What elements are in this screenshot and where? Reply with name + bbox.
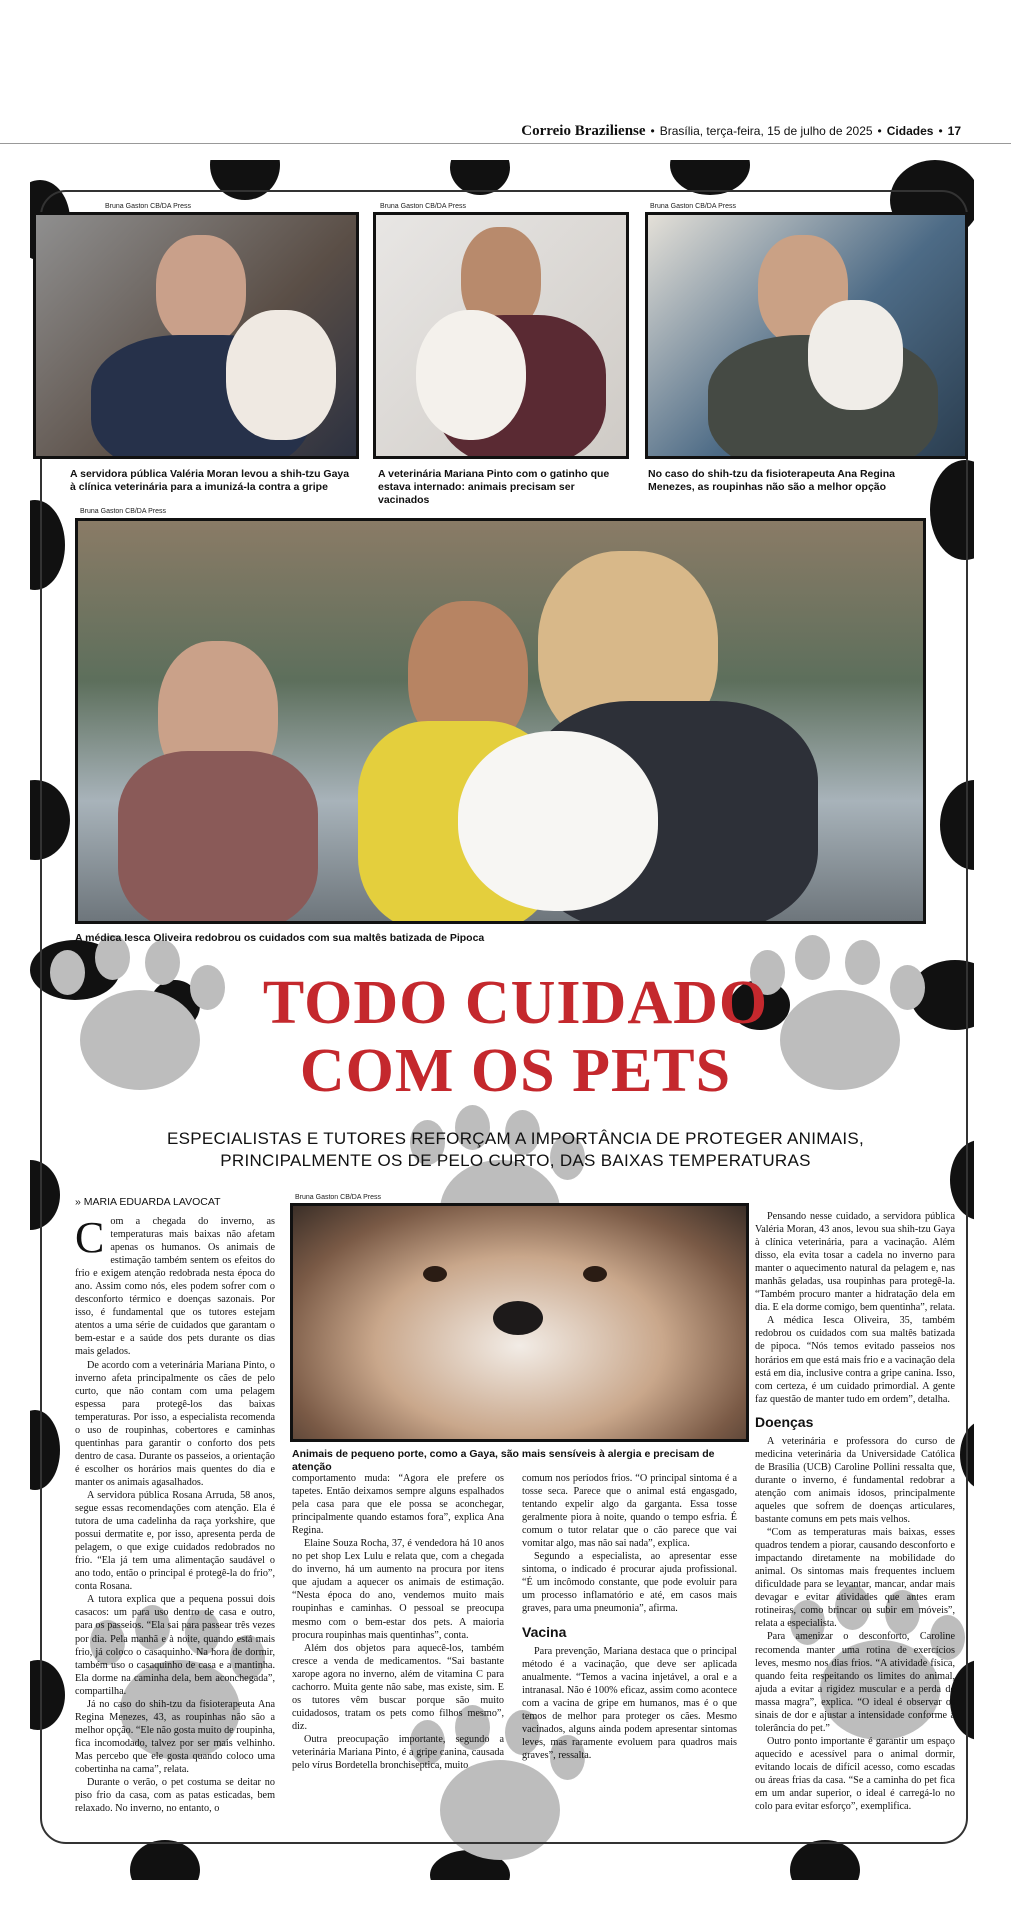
- photo-gaya-closeup: [290, 1203, 749, 1442]
- article-paragraph: Além dos objetos para aquecê-los, também cresce a venda de medicamentos. “Sai bastante xarope agora no inverno, além de vitamina C para cachorro. Muita gente não sabe, mas existe, sim. E os tutores vêm buscar porque são muito cuidadosos, tratam os pets como filhos mesmo”, diz.: [292, 1642, 504, 1732]
- article-paragraph: Pensando nesse cuidado, a servidora pública Valéria Moran, 43 anos, levou sua shih-tzu Gaya à clínica veterinária, para a vacinação. Além disso, ela evita tosar a cadela no inverno para manter o aquecimento natural da pelagem e, nas manhãs geladas, usa roupinhas para protegê-la. “Também procuro manter a hidratação dela em dia. E ela dorme comigo, bem quentinha”, relata.: [755, 1211, 955, 1314]
- article-column-2: [292, 1472, 504, 1772]
- article-column-1: [75, 1215, 275, 1815]
- byline: » MARIA EDUARDA LAVOCAT: [75, 1196, 221, 1208]
- article-paragraph: A servidora pública Rosana Arruda, 58 anos, segue essas recomendações com atenção. Ela é tutora de uma cadelinha da raça yorkshire, que possui dermatite e, por isso, apresenta perda de pelagem, o que exige cuidados redobrados no frio. “Ela já tem uma alimentação saudável o ano todo, então o principal é protegê-la do frio”, conta Rosana.: [75, 1489, 275, 1593]
- article-column-4: [755, 1210, 955, 1813]
- article-paragraph: Outra preocupação importante, segundo a veterinária Mariana Pinto, é a gripe canina, causada pelo vírus Bordetella bronchiseptica, muito: [292, 1733, 504, 1772]
- photo-caption: No caso do shih-tzu da fisioterapeuta Ana Regina Menezes, as roupinhas não são a melhor opção: [648, 468, 895, 493]
- photo-credit: Bruna Gaston CB/DA Press: [80, 508, 166, 515]
- header-rule: [0, 143, 1011, 144]
- article-paragraph: A tutora explica que a pequena possui dois casacos: um para uso dentro de casa e outro, para os passeios. “Ela sai para passear três vezes por dia. Pela manhã e à noite, quando está mais frio, já coloco o casaquinho. Na hora de dormir, também uso o casaquinho de casa e a mantinha. Ela dorme na caminha dela, bem aconchegada”, compartilha.: [75, 1594, 275, 1697]
- photo-credit: Bruna Gaston CB/DA Press: [380, 203, 466, 210]
- photo-caption: Animais de pequeno porte, como a Gaya, são mais sensíveis à alergia e precisam de atenção: [292, 1448, 715, 1473]
- photo-credit: Bruna Gaston CB/DA Press: [105, 203, 191, 210]
- subheadline-line-2: PRINCIPALMENTE OS DE PELO CURTO, DAS BAIXAS TEMPERATURAS: [220, 1151, 811, 1170]
- article-paragraph: comum nos períodos frios. “O principal sintoma é a tosse seca. Parece que o animal está engasgado, tentando expelir algo da garganta. Essa tosse geralmente piora à noite, quando o tempo esfria. É comum o tutor relatar que o cão parece que vai vomitar algo, mas não sai nada”, explica.: [522, 1473, 737, 1550]
- photo-mariana-cat: [373, 212, 629, 459]
- article-paragraph: Com a chegada do inverno, as temperaturas mais baixas não afetam apenas os humanos. Os animais de estimação também sentem os efeitos do frio e exigem atenção redobrada nesta época do ano. Assim como nós, eles podem sofrer com o desconforto térmico e doenças sazonais. Por isso, é fundamental que os tutores estejam atentos a uma série de cuidados que garantam o bem-estar e a saúde dos pets durante os dias mais gelados.: [75, 1213, 275, 1358]
- headline-line-2: COM OS PETS: [299, 1037, 732, 1105]
- photo-valeria-gaya: [33, 212, 359, 459]
- article-paragraph: Outro ponto importante é garantir um espaço aquecido e acessível para o animal dormir, evitando locais de difícil acesso, como escadas ou áreas frias da casa. “Se a caminha do pet fica em um andar superior, o ideal é carregá-lo no colo para evitar esforço”, exemplifica.: [755, 1735, 955, 1813]
- article-paragraph: “Com as temperaturas mais baixas, esses quadros tendem a piorar, causando desconforto e impactando diretamente na mobilidade do animal. Os sintomas mais frequentes incluem dificuldade para se levantar, mancar, andar mais devagar e evitar atividades que antes eram rotineiras, como brincar ou subir em móveis”, relata a especialista.: [755, 1527, 955, 1630]
- subhead-vacina: Vacina: [522, 1623, 567, 1640]
- header-location-date: Brasília, terça-feira, 15 de julho de 2025: [659, 124, 873, 138]
- photo-ana-regina-shihtzu: [645, 212, 968, 459]
- subhead-doencas: Doenças: [755, 1413, 814, 1430]
- article-paragraph: A médica Iesca Oliveira, 35, também redobrou os cuidados com sua maltês batizada de pipoca. “Nós temos evitado passeios nos horários em que está mais frio e a vacinação dela está em dia, inclusive contra a gripe canina. Isso, com certeza, é um cuidado primordial. A gente faz questão de manter tudo em ordem”, detalha.: [755, 1315, 955, 1405]
- article-paragraph: Para prevenção, Mariana destaca que o principal método é a vacinação, que deve ser aplicada anualmente. “Temos a vacina injetável, a oral e a intranasal. Não é 100% eficaz, assim como acontece com a vacina de gripe em humanos, mas é o que temos de melhor para proteger os cães. Mesmo vacinados, alguns ainda podem apresentar sintomas leves, mas raramente evoluem para quadros mais graves”, ressalta.: [522, 1645, 737, 1761]
- article-paragraph: Elaine Souza Rocha, 37, é vendedora há 10 anos no pet shop Lex Lulu e relata que, com a chegada do inverno, há um aumento na procura por itens que ajudam a aquecer os animais de estimação. “Nesta época do ano, vendemos muito mais roupinhas e caminhas. O pessoal se preocupa mesmo com o bem-estar dos pets. A maioria procura roupinhas mais quentinhas”, conta.: [292, 1538, 504, 1641]
- article-paragraph: Durante o verão, o pet costuma se deitar no piso frio da casa, com as patas esticadas, bem relaxado. No inverno, no entanto, o: [75, 1777, 275, 1815]
- article-column-3: [522, 1472, 737, 1762]
- article-paragraph: A veterinária e professora do curso de medicina veterinária da Universidade Católica de Brasília (UCB) Caroline Pollini ressalta que, durante o inverno, é fundamental redobrar a atenção com animais idosos, principalmente aqueles que sofrem de doenças articulares, bastante comuns em pets mais velhos.: [755, 1435, 955, 1526]
- article-paragraph: Já no caso do shih-tzu da fisioterapeuta Ana Regina Menezes, 43, as roupinhas não são a melhor opção. “Ele não gosta muito de roupinha, fica incomodado, talvez por ser mais velhinho. Mas percebo que ele gosta quando coloco uma cobertinha na cama”, relata.: [75, 1698, 276, 1775]
- photo-credit: Bruna Gaston CB/DA Press: [295, 1194, 381, 1201]
- page-header: [74, 120, 961, 142]
- article-paragraph: De acordo com a veterinária Mariana Pinto, o inverno afeta principalmente os cães de pelo curto, que não contam com uma pelagem espessa para protegê-los das baixas temperaturas. Por isso, a especialista recomenda o uso de roupinhas, cobertores e caminhas quentinhas para garantir o conforto dos pets dentro de casa. Durante os passeios, a orientação é escolher os horários mais quentes do dia e manter os animais agasalhados.: [75, 1359, 275, 1488]
- headline-line-1: TODO CUIDADO: [262, 969, 769, 1037]
- article-paragraph: comportamento muda: “Agora ele prefere os tapetes. Então deixamos sempre alguns espalhados pela casa para que ele possa se aconchegar, principalmente quando estamos fora”, explica Ana Regina.: [292, 1473, 504, 1537]
- photo-caption: A veterinária Mariana Pinto com o gatinho que estava internado: animais precisam ser vacinados: [378, 468, 610, 506]
- newspaper-name: Correio Braziliense: [521, 122, 646, 139]
- header-bullet: •: [938, 124, 943, 138]
- article-paragraph: Para amenizar o desconforto, Caroline recomenda manter uma rotina de exercícios leves, mesmo nos dias frios. “A atividade física, quando feita respeitando os limites do animal, ajuda a evitar a rigidez muscular e a perda de massa magra”, explica. “O ideal é observar os sinais de dor e ajustar a intensidade conforme a tolerância do pet.”: [755, 1631, 955, 1734]
- article-paragraph: Segundo a especialista, ao apresentar esse sintoma, o indicado é procurar ajuda profissional. “É um incômodo constante, que pode evoluir para um processo inflamatório e até, em casos mais graves, para uma pneumonia”, afirma.: [522, 1551, 737, 1615]
- photo-caption: A servidora pública Valéria Moran levou a shih-tzu Gaya à clínica veterinária para a imunizá-la contra a gripe: [70, 468, 350, 493]
- header-section: Cidades: [886, 124, 934, 138]
- page-number: 17: [947, 124, 961, 138]
- header-bullet: •: [877, 124, 882, 138]
- photo-iesca-pipoca: [75, 518, 926, 924]
- photo-credit: Bruna Gaston CB/DA Press: [650, 203, 736, 210]
- header-bullet: •: [650, 124, 655, 138]
- subheadline-line-1: ESPECIALISTAS E TUTORES REFORÇAM A IMPORTÂNCIA DE PROTEGER ANIMAIS,: [166, 1129, 865, 1148]
- photo-caption: A médica Iesca Oliveira redobrou os cuidados com sua maltês batizada de Pipoca: [75, 932, 485, 944]
- drop-cap: C: [75, 1213, 105, 1262]
